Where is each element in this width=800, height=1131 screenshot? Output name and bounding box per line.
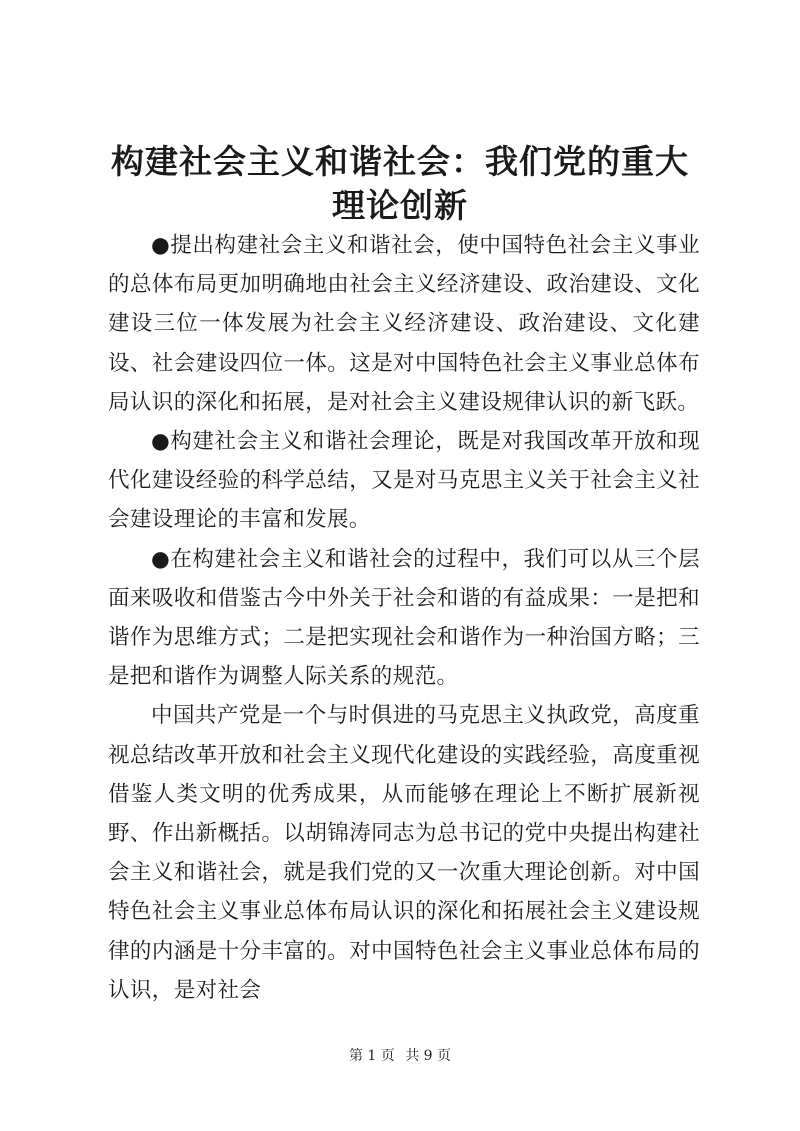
document-body: [108, 226, 700, 1010]
paragraph-4: 中国共产党是一个与时俱进的马克思主义执政党，高度重视总结改革开放和社会主义现代化建设的实践经验，高度重视借鉴人类文明的优秀成果，从而能够在理论上不断扩展新视野、作出新概括。以胡锦涛同志为总书记的党中央提出构建社会主义和谐社会，就是我们党的又一次重大理论创新。对中国特色社会主义事业总体布局认识的深化和拓展社会主义建设规律的内涵是十分丰富的。对中国特色社会主义事业总体布局的认识，是对社会: [108, 703, 700, 1003]
document-title: 构建社会主义和谐社会：我们党的重大理论创新: [111, 142, 689, 225]
paragraph-3: ●在构建社会主义和谐社会的过程中，我们可以从三个层面来吸收和借鉴古今中外关于社会和谐的有益成果：一是把和谐作为思维方式；二是把实现社会和谐作为一种治国方略；三是把和谐作为调整人际关系的规范。: [108, 546, 700, 690]
page-number: 第 1 页: [348, 1048, 395, 1064]
paragraph-2: ●构建社会主义和谐社会理论，既是对我国改革开放和现代化建设经验的科学总结，又是对马克思主义关于社会主义社会建设理论的丰富和发展。: [108, 429, 700, 533]
page-total: 共 9 页: [405, 1048, 452, 1064]
paragraph-1: ●提出构建社会主义和谐社会，使中国特色社会主义事业的总体布局更加明确地由社会主义经济建设、政治建设、文化建设三位一体发展为社会主义经济建设、政治建设、文化建设、社会建设四位一体。这是对中国特色社会主义事业总体布局认识的深化和拓展，是对社会主义建设规律认识的新飞跃。: [108, 233, 700, 415]
page-footer: [0, 1046, 800, 1066]
